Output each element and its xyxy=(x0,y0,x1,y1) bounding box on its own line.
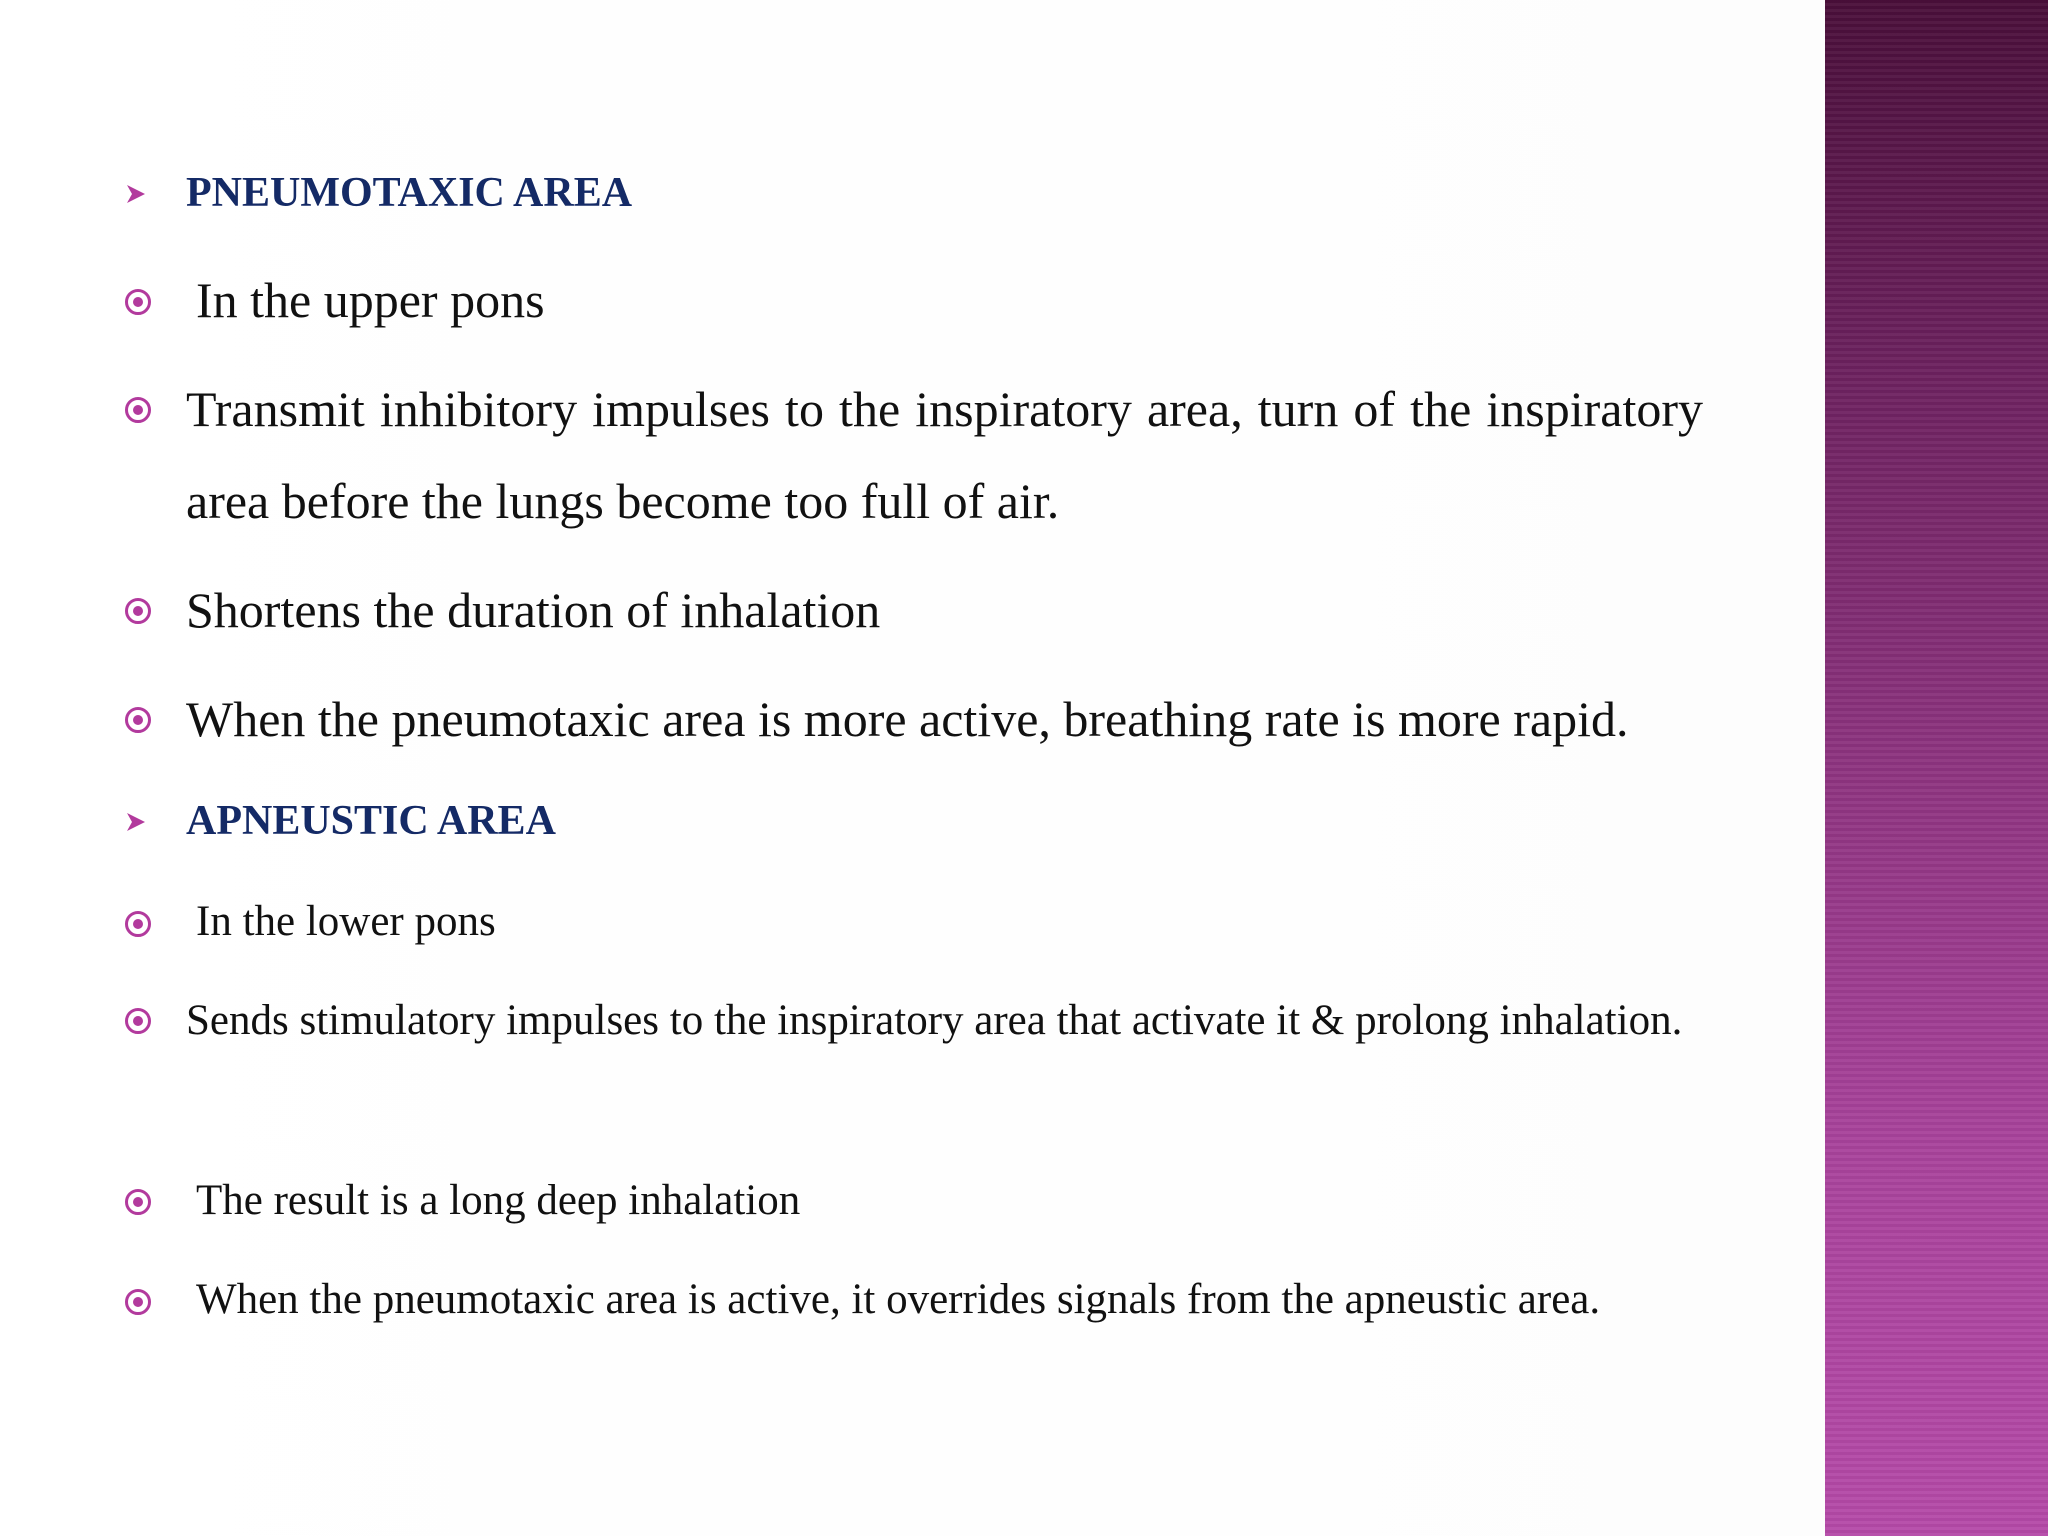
list-item: Transmit inhibitory impulses to the inspiratory area, turn of the inspiratory area before the lungs become too full of air. xyxy=(186,381,1703,529)
section-heading-apneustic: APNEUSTIC AREA xyxy=(186,798,556,844)
decorative-side-band xyxy=(1825,0,2048,1536)
list-item: In the lower pons xyxy=(196,898,496,945)
list-item: The result is a long deep inhalation xyxy=(196,1177,801,1224)
list-item: Sends stimulatory impulses to the inspiratory area that activate it & prolong inhalation. xyxy=(186,997,1683,1044)
arrowhead-bullet-icon xyxy=(126,811,146,833)
circle-dot-bullet-icon xyxy=(125,1008,151,1034)
circle-dot-bullet-icon xyxy=(125,598,151,624)
list-item: Shortens the duration of inhalation xyxy=(186,582,881,638)
circle-dot-bullet-icon xyxy=(125,1189,151,1215)
circle-dot-bullet-icon xyxy=(125,911,151,937)
arrowhead-bullet-icon xyxy=(126,183,146,205)
circle-dot-bullet-icon xyxy=(125,1289,151,1315)
list-item: When the pneumotaxic area is active, it overrides signals from the apneustic area. xyxy=(196,1276,1601,1323)
list-item: In the upper pons xyxy=(196,272,545,328)
circle-dot-bullet-icon xyxy=(125,707,151,733)
list-item: When the pneumotaxic area is more active, breathing rate is more rapid. xyxy=(186,691,1629,747)
circle-dot-bullet-icon xyxy=(125,397,151,423)
circle-dot-bullet-icon xyxy=(125,289,151,315)
section-heading-pneumotaxic: PNEUMOTAXIC AREA xyxy=(186,170,633,216)
